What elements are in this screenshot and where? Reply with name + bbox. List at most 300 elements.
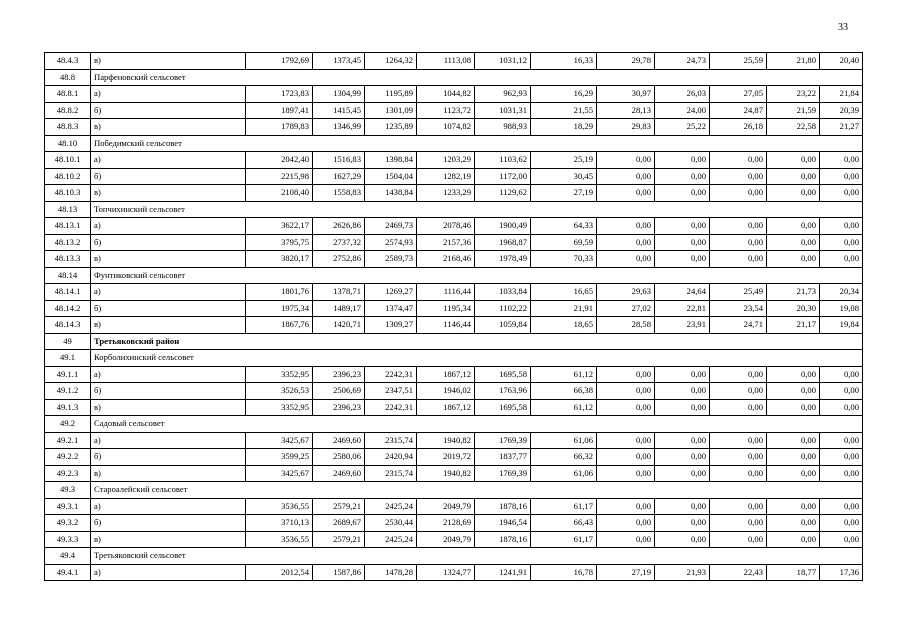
value-cell: 1420,71 <box>313 317 365 334</box>
value-cell: 0,00 <box>655 432 710 449</box>
value-cell: 3710,13 <box>246 515 313 532</box>
value-cell: 0,00 <box>767 432 820 449</box>
value-cell: 2689,67 <box>313 515 365 532</box>
row-code: 48.10.1 <box>45 152 91 169</box>
table-row <box>45 432 863 449</box>
value-cell: 0,00 <box>710 498 767 515</box>
value-cell: 1867,12 <box>417 366 475 383</box>
value-cell: 1146,44 <box>417 317 475 334</box>
value-cell: 27,19 <box>531 185 597 202</box>
section-title: Староалейский сельсовет <box>91 482 863 499</box>
table-row <box>45 531 863 548</box>
row-code: 48.10.2 <box>45 168 91 185</box>
district-header-row <box>45 333 863 350</box>
value-cell: 1695,58 <box>475 399 531 416</box>
value-cell: 22,81 <box>655 300 710 317</box>
value-cell: 0,00 <box>767 168 820 185</box>
value-cell: 21,17 <box>767 317 820 334</box>
value-cell: 2469,60 <box>313 432 365 449</box>
value-cell: 0,00 <box>655 449 710 466</box>
value-cell: 66,43 <box>531 515 597 532</box>
value-cell: 2049,79 <box>417 498 475 515</box>
value-cell: 0,00 <box>597 399 655 416</box>
row-code: 48.10 <box>45 135 91 152</box>
value-cell: 1074,82 <box>417 119 475 136</box>
value-cell: 66,32 <box>531 449 597 466</box>
value-cell: 3352,95 <box>246 366 313 383</box>
value-cell: 3526,53 <box>246 383 313 400</box>
table-row <box>45 251 863 268</box>
value-cell: 0,00 <box>655 383 710 400</box>
value-cell: 1878,16 <box>475 531 531 548</box>
row-code: 49.1.2 <box>45 383 91 400</box>
value-cell: 23,22 <box>767 86 820 103</box>
value-cell: 18,29 <box>531 119 597 136</box>
row-variant: б) <box>91 383 246 400</box>
value-cell: 2469,73 <box>365 218 417 235</box>
value-cell: 61,12 <box>531 399 597 416</box>
value-cell: 17,36 <box>820 564 863 581</box>
value-cell: 1975,34 <box>246 300 313 317</box>
row-code: 49.3 <box>45 482 91 499</box>
row-variant: в) <box>91 53 246 70</box>
value-cell: 23,54 <box>710 300 767 317</box>
row-variant: в) <box>91 531 246 548</box>
value-cell: 2737,32 <box>313 234 365 251</box>
value-cell: 0,00 <box>597 449 655 466</box>
value-cell: 1378,71 <box>313 284 365 301</box>
value-cell: 25,19 <box>531 152 597 169</box>
value-cell: 0,00 <box>710 168 767 185</box>
value-cell: 3352,95 <box>246 399 313 416</box>
value-cell: 3425,67 <box>246 432 313 449</box>
value-cell: 21,59 <box>767 102 820 119</box>
value-cell: 0,00 <box>767 234 820 251</box>
row-variant: а) <box>91 152 246 169</box>
table-row <box>45 152 863 169</box>
value-cell: 962,93 <box>475 86 531 103</box>
value-cell: 1203,29 <box>417 152 475 169</box>
value-cell: 3599,25 <box>246 449 313 466</box>
value-cell: 19,84 <box>820 317 863 334</box>
table-row <box>45 102 863 119</box>
section-header-row <box>45 69 863 86</box>
value-cell: 2108,40 <box>246 185 313 202</box>
table-row <box>45 366 863 383</box>
value-cell: 3536,55 <box>246 498 313 515</box>
row-code: 49.1.3 <box>45 399 91 416</box>
value-cell: 0,00 <box>655 168 710 185</box>
row-code: 49.1 <box>45 350 91 367</box>
value-cell: 0,00 <box>820 168 863 185</box>
value-cell: 61,06 <box>531 465 597 482</box>
value-cell: 1789,83 <box>246 119 313 136</box>
value-cell: 0,00 <box>820 465 863 482</box>
value-cell: 1478,28 <box>365 564 417 581</box>
value-cell: 3425,67 <box>246 465 313 482</box>
value-cell: 1031,12 <box>475 53 531 70</box>
value-cell: 2579,21 <box>313 498 365 515</box>
value-cell: 0,00 <box>767 399 820 416</box>
row-variant: б) <box>91 168 246 185</box>
value-cell: 1129,62 <box>475 185 531 202</box>
value-cell: 24,64 <box>655 284 710 301</box>
value-cell: 1116,44 <box>417 284 475 301</box>
value-cell: 1059,84 <box>475 317 531 334</box>
row-code: 49.3.2 <box>45 515 91 532</box>
value-cell: 1033,84 <box>475 284 531 301</box>
value-cell: 0,00 <box>767 251 820 268</box>
value-cell: 2315,74 <box>365 465 417 482</box>
value-cell: 0,00 <box>767 465 820 482</box>
row-code: 49.1.1 <box>45 366 91 383</box>
row-code: 48.14.3 <box>45 317 91 334</box>
value-cell: 20,40 <box>820 53 863 70</box>
value-cell: 2506,69 <box>313 383 365 400</box>
value-cell: 61,17 <box>531 498 597 515</box>
row-variant: в) <box>91 119 246 136</box>
value-cell: 61,06 <box>531 432 597 449</box>
value-cell: 21,27 <box>820 119 863 136</box>
value-cell: 22,58 <box>767 119 820 136</box>
value-cell: 2752,86 <box>313 251 365 268</box>
value-cell: 64,33 <box>531 218 597 235</box>
section-title: Парфеновский сельсовет <box>91 69 863 86</box>
row-code: 48.14.2 <box>45 300 91 317</box>
value-cell: 21,91 <box>531 300 597 317</box>
value-cell: 0,00 <box>655 218 710 235</box>
value-cell: 1900,49 <box>475 218 531 235</box>
value-cell: 2019,72 <box>417 449 475 466</box>
row-code: 49.2.1 <box>45 432 91 449</box>
value-cell: 23,91 <box>655 317 710 334</box>
value-cell: 1801,76 <box>246 284 313 301</box>
value-cell: 2157,36 <box>417 234 475 251</box>
value-cell: 0,00 <box>710 152 767 169</box>
value-cell: 2215,98 <box>246 168 313 185</box>
row-code: 48.8 <box>45 69 91 86</box>
value-cell: 1373,45 <box>313 53 365 70</box>
table-row <box>45 399 863 416</box>
value-cell: 1792,69 <box>246 53 313 70</box>
value-cell: 1763,96 <box>475 383 531 400</box>
value-cell: 21,55 <box>531 102 597 119</box>
value-cell: 1695,58 <box>475 366 531 383</box>
section-title: Садовый сельсовет <box>91 416 863 433</box>
value-cell: 24,71 <box>710 317 767 334</box>
row-code: 49.4 <box>45 548 91 565</box>
value-cell: 0,00 <box>767 366 820 383</box>
value-cell: 0,00 <box>710 366 767 383</box>
section-title: Третьяковский сельсовет <box>91 548 863 565</box>
row-variant: в) <box>91 399 246 416</box>
value-cell: 2425,24 <box>365 531 417 548</box>
section-header-row <box>45 201 863 218</box>
value-cell: 21,84 <box>820 86 863 103</box>
value-cell: 1282,19 <box>417 168 475 185</box>
value-cell: 1769,39 <box>475 465 531 482</box>
value-cell: 0,00 <box>820 515 863 532</box>
value-cell: 1878,16 <box>475 498 531 515</box>
value-cell: 0,00 <box>655 465 710 482</box>
row-variant: а) <box>91 86 246 103</box>
value-cell: 1374,47 <box>365 300 417 317</box>
value-cell: 2128,69 <box>417 515 475 532</box>
value-cell: 29,83 <box>597 119 655 136</box>
table-row <box>45 185 863 202</box>
value-cell: 2425,24 <box>365 498 417 515</box>
value-cell: 1723,83 <box>246 86 313 103</box>
value-cell: 28,13 <box>597 102 655 119</box>
value-cell: 0,00 <box>820 152 863 169</box>
value-cell: 2579,21 <box>313 531 365 548</box>
value-cell: 26,18 <box>710 119 767 136</box>
value-cell: 1940,82 <box>417 465 475 482</box>
row-variant: а) <box>91 432 246 449</box>
value-cell: 21,80 <box>767 53 820 70</box>
value-cell: 2626,86 <box>313 218 365 235</box>
value-cell: 1558,83 <box>313 185 365 202</box>
value-cell: 2315,74 <box>365 432 417 449</box>
value-cell: 0,00 <box>597 515 655 532</box>
value-cell: 1978,49 <box>475 251 531 268</box>
value-cell: 2420,94 <box>365 449 417 466</box>
value-cell: 0,00 <box>767 515 820 532</box>
section-header-row <box>45 135 863 152</box>
row-variant: в) <box>91 185 246 202</box>
value-cell: 1946,54 <box>475 515 531 532</box>
value-cell: 0,00 <box>820 218 863 235</box>
value-cell: 1031,31 <box>475 102 531 119</box>
value-cell: 0,00 <box>655 366 710 383</box>
value-cell: 1438,84 <box>365 185 417 202</box>
row-code: 49 <box>45 333 91 350</box>
value-cell: 1304,99 <box>313 86 365 103</box>
value-cell: 0,00 <box>820 366 863 383</box>
row-variant: в) <box>91 465 246 482</box>
value-cell: 61,17 <box>531 531 597 548</box>
value-cell: 0,00 <box>710 432 767 449</box>
value-cell: 0,00 <box>655 251 710 268</box>
value-cell: 1269,27 <box>365 284 417 301</box>
value-cell: 1102,22 <box>475 300 531 317</box>
value-cell: 0,00 <box>767 498 820 515</box>
value-cell: 2396,23 <box>313 366 365 383</box>
row-variant: б) <box>91 515 246 532</box>
value-cell: 1769,39 <box>475 432 531 449</box>
value-cell: 0,00 <box>655 234 710 251</box>
row-code: 48.4.3 <box>45 53 91 70</box>
table-row <box>45 317 863 334</box>
row-variant: а) <box>91 498 246 515</box>
value-cell: 1897,41 <box>246 102 313 119</box>
value-cell: 0,00 <box>597 168 655 185</box>
section-header-row <box>45 548 863 565</box>
value-cell: 21,93 <box>655 564 710 581</box>
value-cell: 61,12 <box>531 366 597 383</box>
value-cell: 0,00 <box>597 465 655 482</box>
value-cell: 66,38 <box>531 383 597 400</box>
table-row <box>45 86 863 103</box>
district-title: Третьяковский район <box>91 333 863 350</box>
value-cell: 3622,17 <box>246 218 313 235</box>
value-cell: 24,00 <box>655 102 710 119</box>
value-cell: 1309,27 <box>365 317 417 334</box>
value-cell: 24,73 <box>655 53 710 70</box>
value-cell: 0,00 <box>597 432 655 449</box>
row-code: 48.8.3 <box>45 119 91 136</box>
value-cell: 0,00 <box>597 531 655 548</box>
value-cell: 70,33 <box>531 251 597 268</box>
table-row <box>45 465 863 482</box>
value-cell: 25,49 <box>710 284 767 301</box>
value-cell: 1233,29 <box>417 185 475 202</box>
value-cell: 0,00 <box>820 531 863 548</box>
value-cell: 2589,73 <box>365 251 417 268</box>
value-cell: 2574,93 <box>365 234 417 251</box>
value-cell: 30,97 <box>597 86 655 103</box>
value-cell: 26,03 <box>655 86 710 103</box>
value-cell: 21,73 <box>767 284 820 301</box>
value-cell: 30,45 <box>531 168 597 185</box>
value-cell: 0,00 <box>710 399 767 416</box>
value-cell: 16,29 <box>531 86 597 103</box>
value-cell: 3820,17 <box>246 251 313 268</box>
row-code: 49.2.2 <box>45 449 91 466</box>
value-cell: 27,05 <box>710 86 767 103</box>
value-cell: 1172,00 <box>475 168 531 185</box>
value-cell: 0,00 <box>767 218 820 235</box>
value-cell: 16,33 <box>531 53 597 70</box>
table-body <box>45 53 863 581</box>
value-cell: 0,00 <box>767 152 820 169</box>
section-title: Корболихинский сельсовет <box>91 350 863 367</box>
value-cell: 18,77 <box>767 564 820 581</box>
value-cell: 0,00 <box>597 234 655 251</box>
value-cell: 0,00 <box>820 251 863 268</box>
value-cell: 0,00 <box>710 251 767 268</box>
row-variant: б) <box>91 234 246 251</box>
value-cell: 0,00 <box>655 498 710 515</box>
value-cell: 1235,89 <box>365 119 417 136</box>
value-cell: 22,43 <box>710 564 767 581</box>
value-cell: 1415,45 <box>313 102 365 119</box>
table-row <box>45 449 863 466</box>
section-header-row <box>45 482 863 499</box>
table-row <box>45 515 863 532</box>
value-cell: 1867,12 <box>417 399 475 416</box>
row-code: 49.3.1 <box>45 498 91 515</box>
value-cell: 0,00 <box>820 383 863 400</box>
section-title: Топчихинский сельсовет <box>91 201 863 218</box>
value-cell: 0,00 <box>710 515 767 532</box>
value-cell: 2580,06 <box>313 449 365 466</box>
row-code: 48.10.3 <box>45 185 91 202</box>
value-cell: 0,00 <box>655 531 710 548</box>
row-code: 48.14 <box>45 267 91 284</box>
value-cell: 0,00 <box>710 234 767 251</box>
row-code: 49.2 <box>45 416 91 433</box>
value-cell: 2168,46 <box>417 251 475 268</box>
value-cell: 16,65 <box>531 284 597 301</box>
value-cell: 1113,08 <box>417 53 475 70</box>
row-code: 48.14.1 <box>45 284 91 301</box>
value-cell: 1946,02 <box>417 383 475 400</box>
value-cell: 0,00 <box>820 432 863 449</box>
value-cell: 1195,34 <box>417 300 475 317</box>
value-cell: 19,08 <box>820 300 863 317</box>
tariff-table <box>44 52 863 581</box>
value-cell: 1516,83 <box>313 152 365 169</box>
value-cell: 2242,31 <box>365 399 417 416</box>
value-cell: 27,02 <box>597 300 655 317</box>
value-cell: 1940,82 <box>417 432 475 449</box>
section-title: Победимский сельсовет <box>91 135 863 152</box>
row-code: 48.8.1 <box>45 86 91 103</box>
value-cell: 1123,72 <box>417 102 475 119</box>
value-cell: 0,00 <box>767 383 820 400</box>
value-cell: 0,00 <box>597 185 655 202</box>
row-code: 48.13.1 <box>45 218 91 235</box>
value-cell: 0,00 <box>597 498 655 515</box>
value-cell: 16,78 <box>531 564 597 581</box>
value-cell: 1968,87 <box>475 234 531 251</box>
value-cell: 2530,44 <box>365 515 417 532</box>
value-cell: 0,00 <box>655 152 710 169</box>
value-cell: 2396,23 <box>313 399 365 416</box>
section-title: Фунтиковский сельсовет <box>91 267 863 284</box>
value-cell: 1867,76 <box>246 317 313 334</box>
row-variant: в) <box>91 251 246 268</box>
value-cell: 3795,75 <box>246 234 313 251</box>
table-row <box>45 234 863 251</box>
value-cell: 1489,17 <box>313 300 365 317</box>
table-row <box>45 284 863 301</box>
table-row <box>45 383 863 400</box>
value-cell: 3536,55 <box>246 531 313 548</box>
value-cell: 0,00 <box>767 185 820 202</box>
value-cell: 0,00 <box>710 465 767 482</box>
value-cell: 1504,04 <box>365 168 417 185</box>
row-code: 48.13.2 <box>45 234 91 251</box>
value-cell: 1398,84 <box>365 152 417 169</box>
value-cell: 2469,60 <box>313 465 365 482</box>
value-cell: 0,00 <box>820 449 863 466</box>
value-cell: 0,00 <box>597 366 655 383</box>
value-cell: 1587,86 <box>313 564 365 581</box>
value-cell: 2049,79 <box>417 531 475 548</box>
value-cell: 24,87 <box>710 102 767 119</box>
value-cell: 1241,91 <box>475 564 531 581</box>
value-cell: 1346,99 <box>313 119 365 136</box>
value-cell: 0,00 <box>597 383 655 400</box>
row-code: 48.13 <box>45 201 91 218</box>
value-cell: 29,78 <box>597 53 655 70</box>
row-variant: в) <box>91 317 246 334</box>
value-cell: 2078,46 <box>417 218 475 235</box>
value-cell: 2012,54 <box>246 564 313 581</box>
table-row <box>45 498 863 515</box>
row-code: 48.8.2 <box>45 102 91 119</box>
value-cell: 0,00 <box>710 531 767 548</box>
value-cell: 2242,31 <box>365 366 417 383</box>
value-cell: 1837,77 <box>475 449 531 466</box>
value-cell: 0,00 <box>820 399 863 416</box>
value-cell: 69,59 <box>531 234 597 251</box>
value-cell: 0,00 <box>655 399 710 416</box>
table-row <box>45 300 863 317</box>
value-cell: 0,00 <box>655 185 710 202</box>
